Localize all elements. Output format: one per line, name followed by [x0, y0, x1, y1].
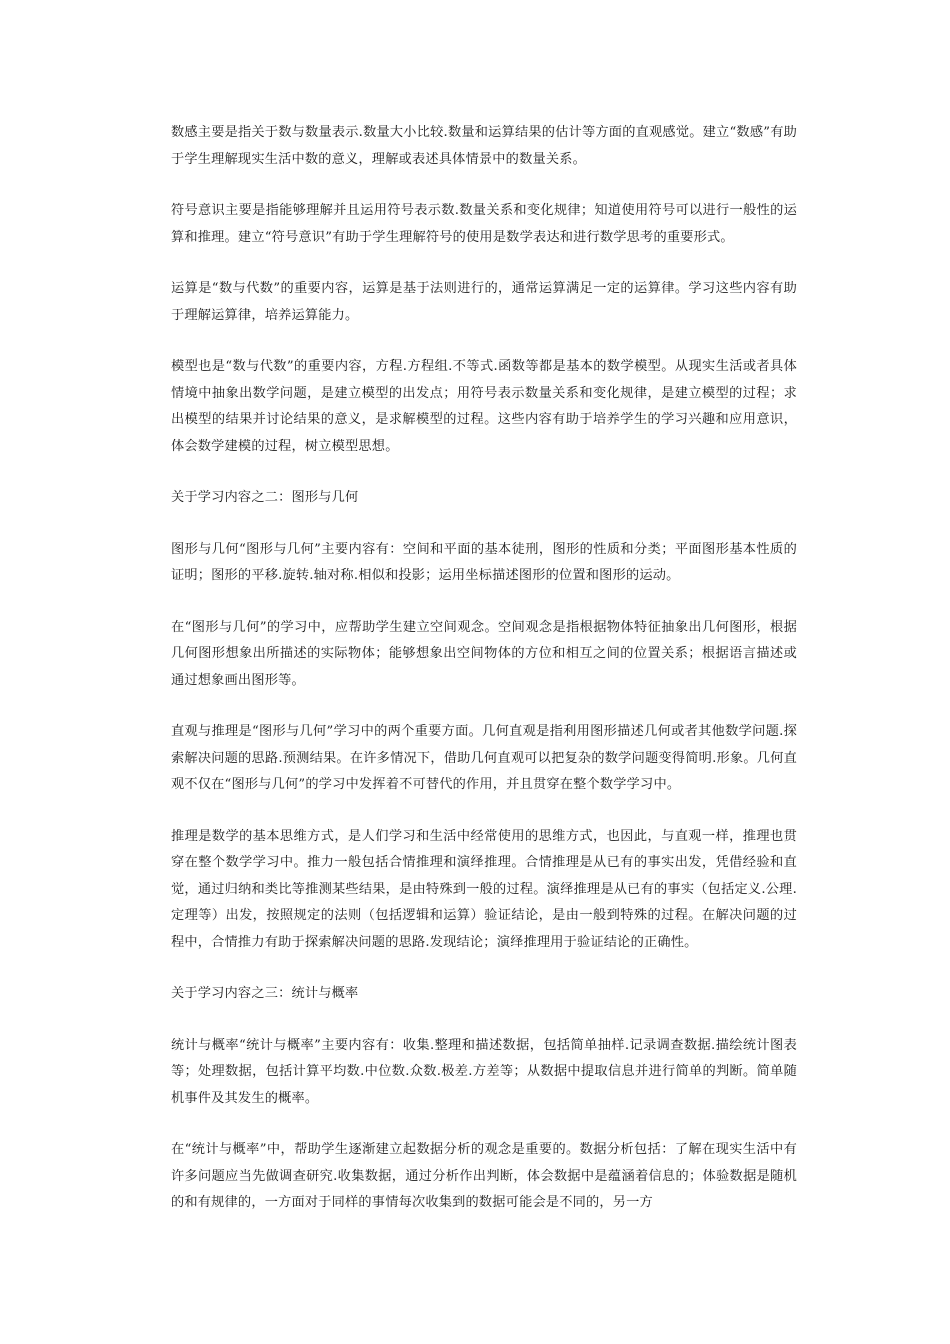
paragraph-data-analysis: 在“统计与概率”中，帮助学生逐渐建立起数据分析的观念是重要的。数据分析包括：了解在现实生活中有许多问题应当先做调查研究.收集数据，通过分析作出判断，体会数据中是蕴涵着信息的；体验数据是随机的和有规律的，一方面对于同样的事情每次收集到的数据可能会是不同的，另一方: [171, 1142, 797, 1210]
paragraph-intuition-reasoning: 直观与推理是“图形与几何”学习中的两个重要方面。几何直观是指利用图形描述几何或者其他数学问题.探索解决问题的思路.预测结果。在许多情况下，借助几何直观可以把复杂的数学问题变得简明.形象。几何直观不仅在“图形与几何”的学习中发挥着不可替代的作用，并且贯穿在整个数学学习中。: [171, 724, 797, 792]
paragraph-reasoning: 推理是数学的基本思维方式，是人们学习和生活中经常使用的思维方式，也因此，与直观一样，推理也贯穿在整个数学学习中。推力一般包括合情推理和演绎推理。合情推理是从已有的事实出发，凭借经验和直觉，通过归纳和类比等推测某些结果，是由特殊到一般的过程。演绎推理是从已有的事实（包括定义.公理.定理等）出发，按照规定的法则（包括逻辑和运算）验证结论，是由一般到特殊的过程。在解决问题的过程中，合情推力有助于探索解决问题的思路.发现结论；演绎推理用于验证结论的正确性。: [171, 828, 797, 950]
paragraph-models: 模型也是“数与代数”的重要内容，方程.方程组.不等式.函数等都是基本的数学模型。从现实生活或者具体情境中抽象出数学问题，是建立模型的出发点；用符号表示数量关系和变化规律，是建立模型的过程；求出模型的结果并讨论结果的意义，是求解模型的过程。这些内容有助于培养学生的学习兴趣和应用意识，体会数学建模的过程，树立模型思想。: [171, 359, 797, 454]
paragraph-geometry-content: 图形与几何“图形与几何”主要内容有：空间和平面的基本徒刑，图形的性质和分类；平面图形基本性质的证明；图形的平移.旋转.轴对称.相似和投影；运用坐标描述图形的位置和图形的运动。: [171, 541, 797, 583]
paragraph-number-sense: 数感主要是指关于数与数量表示.数量大小比较.数量和运算结果的估计等方面的直观感觉。建立“数感”有助于学生理解现实生活中数的意义，理解或表述具体情景中的数量关系。: [171, 125, 797, 167]
paragraph-statistics-content: 统计与概率“统计与概率”主要内容有：收集.整理和描述数据，包括简单抽样.记录调查数据.描绘统计图表等；处理数据，包括计算平均数.中位数.众数.极差.方差等；从数据中提取信息并进行简单的判断。简单随机事件及其发生的概率。: [171, 1037, 797, 1106]
paragraph-spatial-concept: 在“图形与几何”的学习中，应帮助学生建立空间观念。空间观念是指根据物体特征抽象出几何图形，根据几何图形想象出所描述的实际物体；能够想象出空间物体的方位和相互之间的位置关系；根据语言描述或通过想象画出图形等。: [171, 619, 797, 688]
document-body: [171, 120, 797, 1242]
section-heading-statistics: 关于学习内容之三：统计与概率: [171, 986, 359, 1001]
paragraph-symbol-sense: 符号意识主要是指能够理解并且运用符号表示数.数量关系和变化规律；知道使用符号可以进行一般性的运算和推理。建立“符号意识”有助于学生理解符号的使用是数学表达和进行数学思考的重要形式。: [171, 203, 797, 245]
section-heading-geometry: 关于学习内容之二：图形与几何: [171, 490, 359, 505]
paragraph-operations: 运算是“数与代数”的重要内容，运算是基于法则进行的，通常运算满足一定的运算律。学习这些内容有助于理解运算律，培养运算能力。: [171, 281, 797, 323]
